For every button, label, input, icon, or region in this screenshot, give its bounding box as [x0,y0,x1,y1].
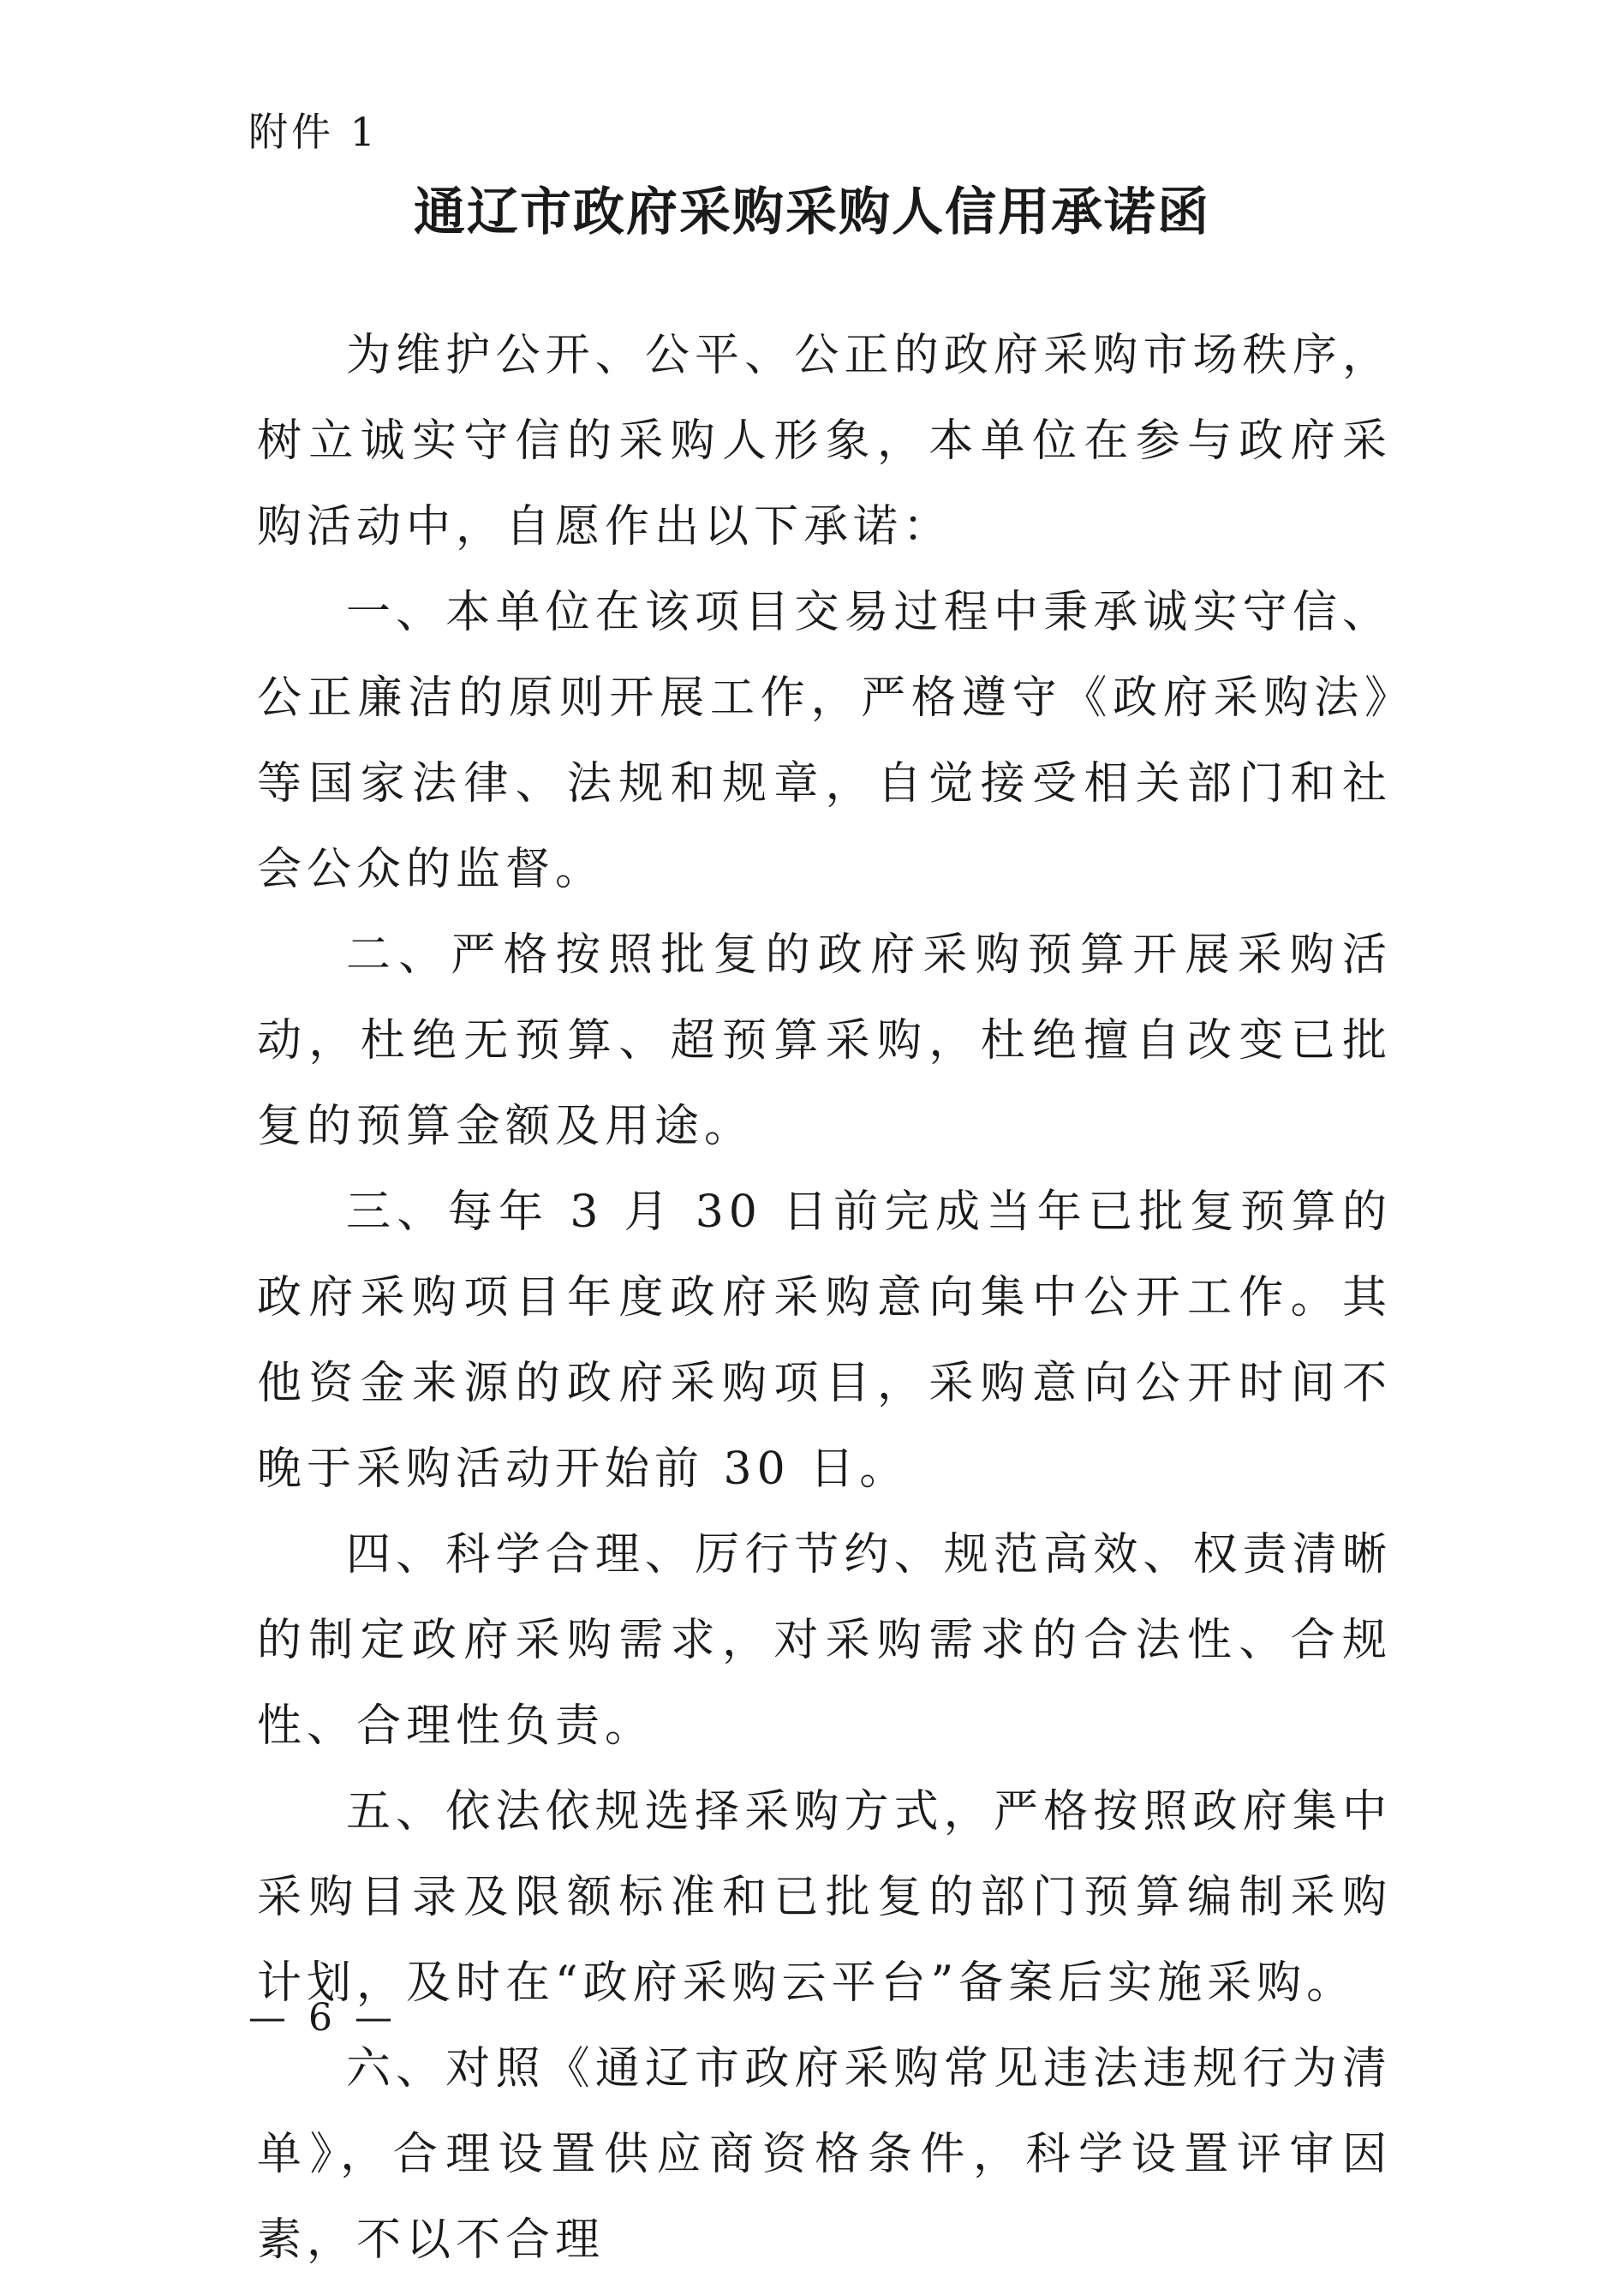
paragraph-intro: 为维护公开、公平、公正的政府采购市场秩序，树立诚实守信的采购人形象，本单位在参与政府采购活动中，自愿作出以下承诺： [257,330,1392,553]
paragraph-item-6: 六、对照《通辽市政府采购常见违法违规行为清单》，合理设置供应商资格条件，科学设置评审因素，不以不合理 [257,2043,1392,2266]
paragraph-item-4: 四、科学合理、厉行节约、规范高效、权责清晰的制定政府采购需求，对采购需求的合法性、合规性、合理性负责。 [257,1529,1392,1752]
paragraph-item-3: 三、每年 3 月 30 日前完成当年已批复预算的政府采购项目年度政府采购意向集中公开工作。其他资金来源的政府采购项目，采购意向公开时间不晚于采购活动开始前 30 日。 [257,1186,1392,1495]
document-title: 通辽市政府采购采购人信用承诺函 [414,182,1210,242]
page-number: — 6 — [248,1996,397,2040]
paragraph-item-2: 二、严格按照批复的政府采购预算开展采购活动，杜绝无预算、超预算采购，杜绝擅自改变已批复的预算金额及用途。 [257,929,1392,1152]
paragraph-item-1: 一、本单位在该项目交易过程中秉承诚实守信、公正廉洁的原则开展工作，严格遵守《政府采购法》等国家法律、法规和规章，自觉接受相关部门和社会公众的监督。 [257,587,1392,895]
document-body [257,313,1392,2283]
paragraph-item-5: 五、依法依规选择采购方式，严格按照政府集中采购目录及限额标准和已批复的部门预算编制采购计划，及时在“政府采购云平台”备案后实施采购。 [257,1786,1392,2009]
attachment-label: 附件 1 [248,109,379,155]
